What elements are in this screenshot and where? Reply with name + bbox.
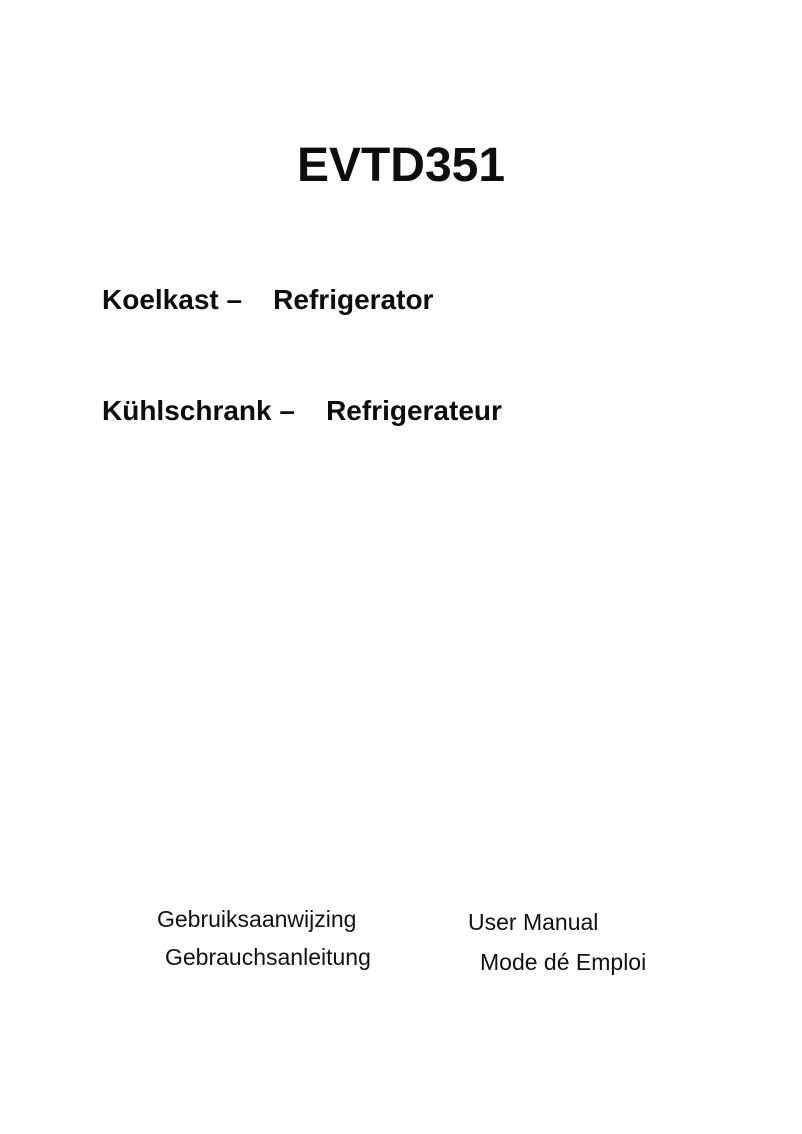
manual-label-german: Gebrauchsanleitung: [165, 944, 371, 970]
manual-label-french: Mode dé Emploi: [480, 949, 647, 975]
product-name-block: [102, 207, 502, 503]
product-name-line-nl-en: Koelkast – Refrigerator: [102, 284, 434, 315]
product-name-line-de-fr: Kühlschrank – Refrigerateur: [102, 395, 502, 426]
model-number-title: EVTD351: [296, 139, 506, 192]
manual-label-dutch: Gebruiksaanwijzing: [157, 906, 357, 932]
manual-label-english: User Manual: [468, 909, 599, 935]
